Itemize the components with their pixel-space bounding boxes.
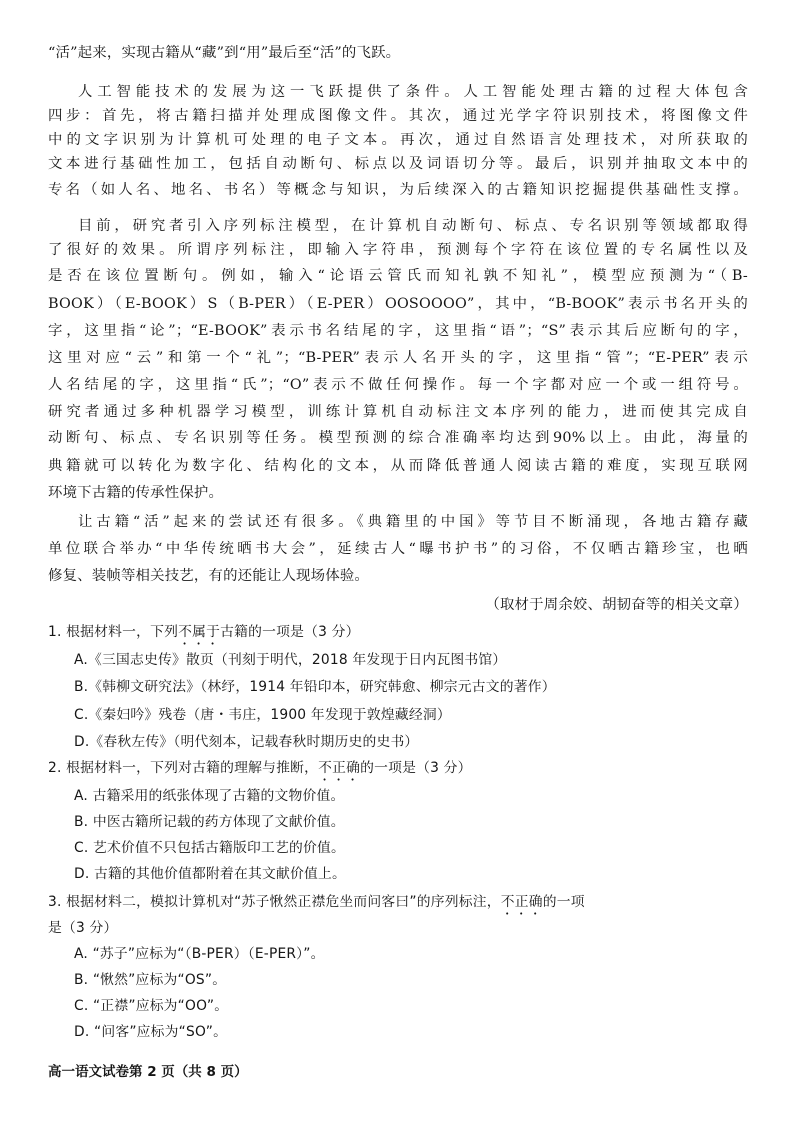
passage-line: 文本进行基础性加工，包括自动断句、标点以及词语切分等。最后，识别并抽取文本中的 [48,156,748,172]
passage-line: 专名（如人名、地名、书名）等概念与知识，为后续深入的古籍知识挖掘提供基础性支撑。 [48,182,748,198]
question-3-option-d: D. “问客”应标为“SO”。 [74,1024,228,1040]
question-1-option-b: B.《韩柳文研究法》（林纾，1914 年铅印本，研究韩愈、柳宗元古文的著作） [74,679,556,695]
passage-line: 人工智能技术的发展为这一飞跃提供了条件。人工智能处理古籍的过程大体包含 [78,84,748,100]
passage-line: 动断句、标点、专名识别等任务。模型预测的综合准确率均达到90%以上。由此，海量的 [48,430,748,446]
passage-line: “活”起来，实现古籍从“藏”到“用”最后至“活”的飞跃。 [48,45,401,61]
question-1-stem: 1. 根据材料一，下列不属于古籍的一项是（3 分） [48,624,360,640]
passage-line: 中的文字识别为计算机可处理的电子文本。再次，通过自然语言处理技术，对所获取的 [48,132,748,148]
passage-line: 让古籍“活”起来的尝试还有很多。《典籍里的中国》等节目不断涌现，各地古籍存藏 [78,514,748,530]
page-footer: 高一语文试卷第 2 页（共 8 页） [48,1064,248,1080]
question-2-option-d: D. 古籍的其他价值都附着在其文献价值上。 [74,866,346,882]
passage-line: 典籍就可以转化为数字化、结构化的文本，从而降低普通人阅读古籍的难度，实现互联网 [48,458,748,474]
question-1-option-a: A.《三国志史传》散页（刊刻于明代，2018 年发现于日内瓦图书馆） [74,652,507,668]
emphasis-dots: 不属于 [178,624,221,640]
question-2-option-c: C. 艺术价值不只包括古籍版印工艺的价值。 [74,840,345,856]
passage-line: 四步：首先，将古籍扫描并处理成图像文件。其次，通过光学字符识别技术，将图像文件 [48,108,748,124]
passage-line: 这里对应“云”和第一个“礼”；“B-PER”表示人名开头的字，这里指“管”；“E-PER”表示 [48,350,748,366]
source-citation: （取材于周余姣、胡韧奋等的相关文章） [485,597,748,613]
question-1-option-d: D.《春秋左传》（明代刻本，记载春秋时期历史的史书） [74,734,419,750]
question-3-stem-cont: 是（3 分） [48,920,118,936]
question-2-option-a: A. 古籍采用的纸张体现了古籍的文物价值。 [74,788,345,804]
passage-line: 研究者通过多种机器学习模型，训练计算机自动标注文本序列的能力，进而使其完成自 [48,404,748,420]
passage-line: 单位联合举办“中华传统晒书大会”，延续古人“曝书护书”的习俗，不仅晒古籍珍宝，也晒 [48,541,748,557]
question-2-option-b: B. 中医古籍所记载的药方体现了文献价值。 [74,814,345,830]
question-3-option-b: B. “愀然”应标为“OS”。 [74,972,227,988]
question-3-stem: 3. 根据材料二，模拟计算机对“苏子愀然正襟危坐而问客曰”的序列标注，不正确的一项 [48,894,585,910]
emphasis-dots: 不正确 [318,760,361,776]
question-3-option-a: A. “苏子”应标为“（B-PER）（E-PER）”。 [74,946,325,962]
passage-line: BOOK）（E-BOOK）S（B-PER）（E-PER）OOSOOOO”，其中，“B-BOOK”表示书名开头的 [48,296,748,312]
question-3-option-c: C. “正襟”应标为“OO”。 [74,998,229,1014]
passage-line: 修复、装帧等相关技艺，有的还能让人现场体验。 [48,568,369,584]
passage-line: 环境下古籍的传承性保护。 [48,485,224,501]
passage-line: 了很好的效果。所谓序列标注，即输入字符串，预测每个字符在该位置的专名属性以及 [48,242,748,258]
passage-line: 目前，研究者引入序列标注模型，在计算机自动断句、标点、专名识别等领域都取得 [78,218,748,234]
passage-line: 字，这里指“论”；“E-BOOK”表示书名结尾的字，这里指“语”；“S”表示其后应断句的字， [48,323,748,339]
passage-line: 人名结尾的字，这里指“氏”；“O”表示不做任何操作。每一个字都对应一个或一组符号。 [48,377,748,393]
emphasis-dots: 不正确 [500,894,543,910]
question-1-option-c: C.《秦妇吟》残卷（唐・韦庄，1900 年发现于敦煌藏经洞） [74,707,451,723]
question-2-stem: 2. 根据材料一，下列对古籍的理解与推断，不正确的一项是（3 分） [48,760,472,776]
passage-line: 是否在该位置断句。例如，输入“论语云管氏而知礼孰不知礼”，模型应预测为“（B- [48,268,748,284]
